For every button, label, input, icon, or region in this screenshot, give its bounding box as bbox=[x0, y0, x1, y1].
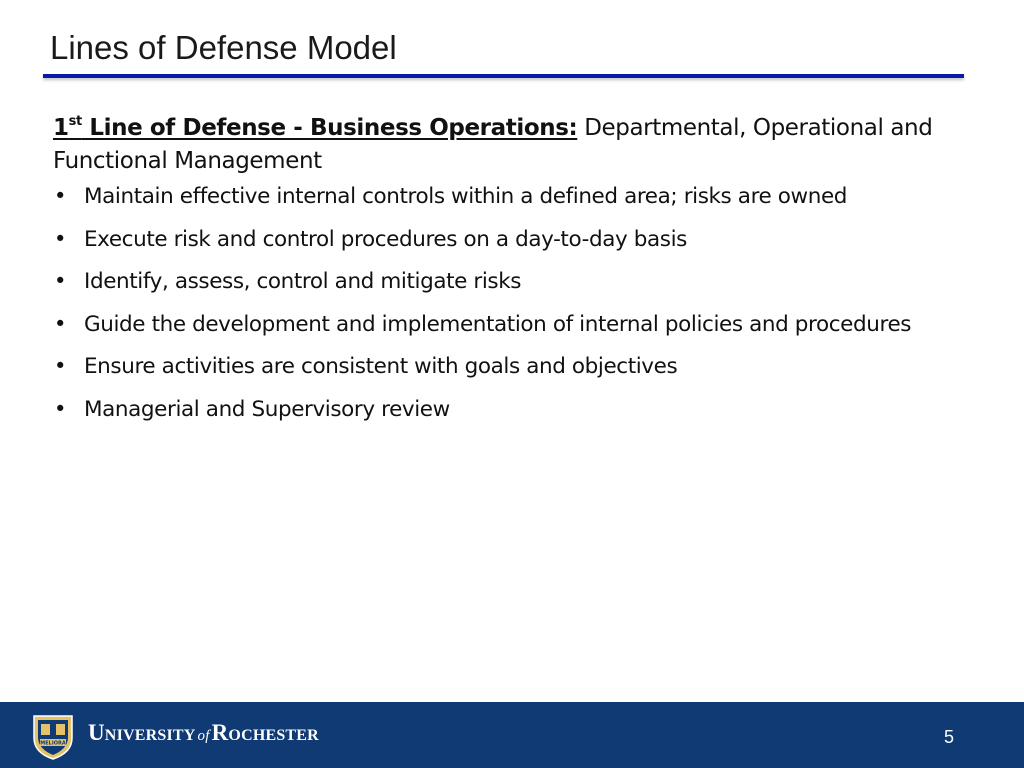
bullet-text: Execute risk and control procedures on a day-to-day basis bbox=[84, 226, 687, 252]
bullet-item bbox=[53, 225, 953, 255]
university-seal-icon bbox=[30, 712, 76, 760]
bullet-item bbox=[53, 352, 953, 382]
bullet-icon: • bbox=[53, 354, 67, 379]
title-divider bbox=[43, 74, 964, 78]
footer-bar bbox=[0, 702, 1024, 768]
page-number: 5 bbox=[943, 727, 954, 747]
bullet-icon: • bbox=[53, 226, 67, 252]
seal-motto: MELIORA bbox=[40, 740, 66, 747]
section-heading-label bbox=[53, 115, 577, 141]
bullet-text: Managerial and Supervisory review bbox=[84, 396, 450, 422]
bullet-text: Maintain effective internal controls within a defined area; risks are owned bbox=[84, 184, 848, 209]
bullet-icon: • bbox=[53, 184, 67, 209]
heading-label-text: Line of Defense - Business Operations: bbox=[81, 115, 578, 141]
bullet-item bbox=[53, 395, 953, 425]
university-wordmark bbox=[88, 718, 319, 751]
university-of: of bbox=[197, 728, 210, 744]
section-heading bbox=[53, 112, 953, 178]
rochester-word: Rochester bbox=[211, 720, 319, 745]
slide-content bbox=[53, 112, 953, 437]
heading-number: 1 bbox=[53, 115, 69, 141]
university-word: University bbox=[88, 720, 196, 745]
bullet-icon: • bbox=[53, 269, 67, 294]
bullet-item bbox=[53, 182, 953, 212]
slide-title: Lines of Defense Model bbox=[50, 29, 397, 66]
bullet-text: Identify, assess, control and mitigate risks bbox=[84, 269, 522, 294]
bullet-list bbox=[53, 182, 953, 425]
bullet-icon: • bbox=[53, 396, 67, 422]
section-heading-description: Departmental, Operational and Functional Management bbox=[53, 115, 933, 174]
bullet-item bbox=[53, 267, 953, 297]
bullet-text: Ensure activities are consistent with goals and objectives bbox=[84, 354, 678, 379]
heading-superscript: st bbox=[68, 114, 82, 129]
bullet-icon: • bbox=[53, 311, 67, 337]
bullet-item bbox=[53, 310, 953, 340]
bullet-text: Guide the development and implementation of internal policies and procedures bbox=[84, 311, 912, 337]
